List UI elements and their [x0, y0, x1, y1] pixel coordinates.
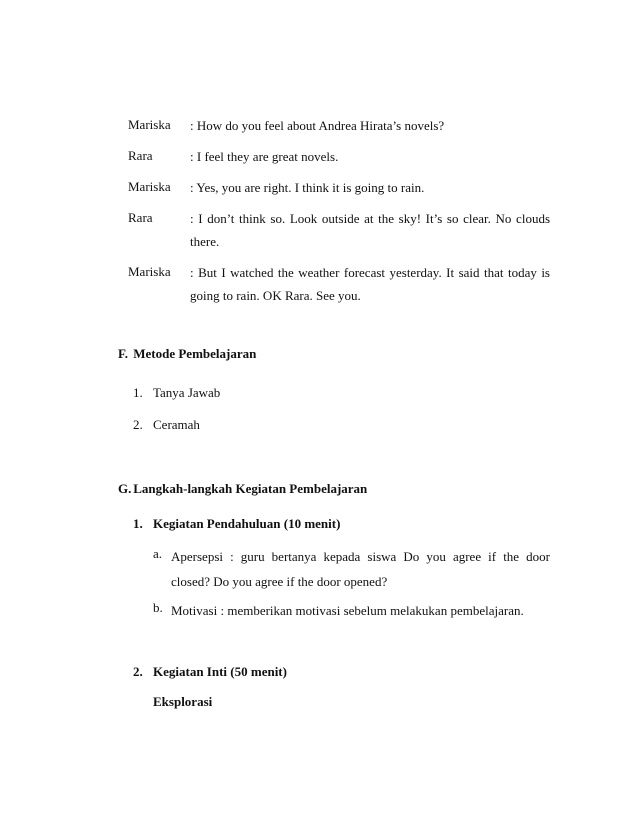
list-text: Tanya Jawab — [153, 385, 221, 400]
dialogue-speaker: Mariska — [128, 179, 171, 194]
section-title: Metode Pembelajaran — [133, 346, 257, 361]
dialogue-speaker: Mariska — [128, 117, 171, 132]
dialogue-row — [128, 208, 550, 253]
dialogue-line: : I feel they are great novels. — [190, 149, 339, 164]
section-g-heading — [118, 479, 367, 499]
dialogue-line: : How do you feel about Andrea Hirata’s novels? — [190, 118, 445, 133]
subsection-title: Kegiatan Pendahuluan (10 menit) — [153, 516, 341, 531]
subsection-number: 1. — [133, 516, 143, 531]
subsection-title: Kegiatan Inti (50 menit) — [153, 664, 287, 679]
section-title: Langkah-langkah Kegiatan Pembelajaran — [133, 481, 368, 496]
list-number: 2. — [133, 417, 143, 432]
list-text: Ceramah — [153, 417, 200, 432]
section-letter: F. — [118, 346, 128, 361]
dialogue-row — [128, 146, 550, 168]
dialogue-line: : I don’t think so. Look outside at the sky! It’s so clear. No clouds there. — [190, 211, 550, 249]
subsection-number: 2. — [133, 664, 143, 679]
list-number: 1. — [133, 385, 143, 400]
list-item — [133, 415, 220, 447]
eksplorasi-heading: Eksplorasi — [153, 694, 213, 709]
dialogue-speaker: Rara — [128, 148, 153, 163]
subsection-pendahuluan — [133, 514, 340, 534]
metode-list — [133, 383, 220, 447]
dialogue-row — [128, 177, 550, 199]
dialogue-line: : But I watched the weather forecast yesterday. It said that today is going to rain. OK Rara. See you. — [190, 265, 550, 303]
dialogue — [128, 115, 550, 316]
section-f-heading — [118, 344, 256, 364]
section-letter: G. — [118, 481, 132, 496]
dialogue-line: : Yes, you are right. I think it is going to rain. — [190, 180, 425, 195]
dialogue-row — [128, 262, 550, 307]
list-letter: b. — [153, 600, 163, 615]
list-letter: a. — [153, 546, 163, 561]
dialogue-speaker: Rara — [128, 210, 153, 225]
list-text: Motivasi : memberikan motivasi sebelum melakukan pembelajaran. — [171, 603, 524, 618]
list-item — [153, 598, 550, 623]
list-text: Apersepsi : guru bertanya kepada siswa Do you agree if the door closed? Do you agree if the door opened? — [171, 549, 550, 589]
list-item — [133, 383, 220, 415]
list-item — [153, 544, 550, 594]
subsection-inti — [133, 662, 287, 682]
dialogue-speaker: Mariska — [128, 264, 171, 279]
dialogue-row — [128, 115, 550, 137]
